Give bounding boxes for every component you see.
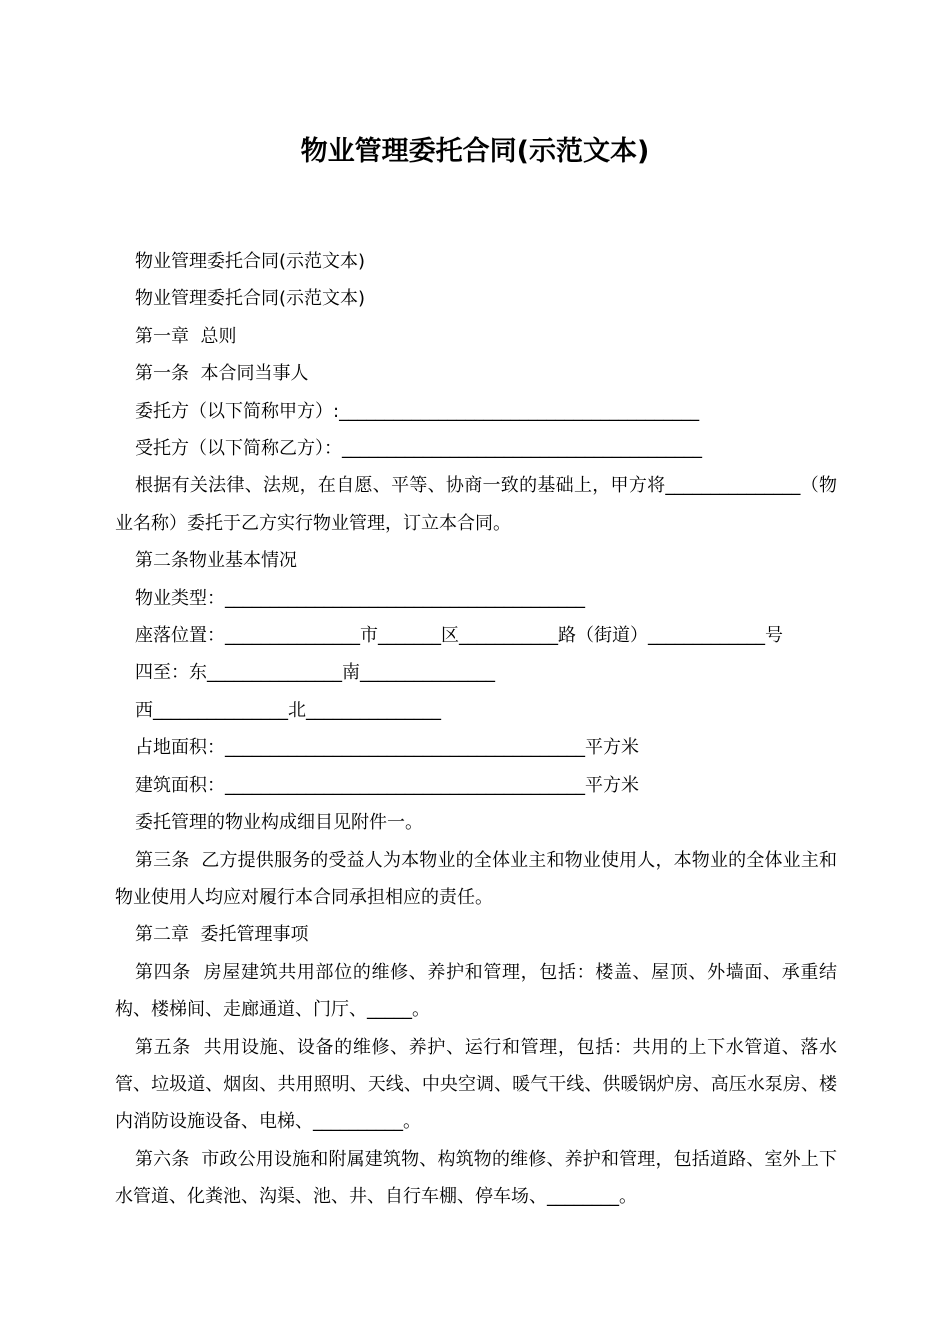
property-type-line: 物业类型：________________________________________ bbox=[135, 587, 585, 609]
paragraph-subtitle-2: 物业管理委托合同(示范文本) bbox=[135, 288, 366, 310]
building-area-line: 建筑面积：________________________________________平方米 bbox=[135, 774, 639, 796]
location-line: 座落位置：_______________市_______区___________路（街道）_____________号 bbox=[135, 625, 783, 647]
boundary-east-south-line: 四至：东_______________南_______________ bbox=[135, 662, 495, 684]
appendix-note: 委托管理的物业构成细目见附件一。 bbox=[135, 812, 423, 834]
party-a-line: 委托方（以下简称甲方）:________________________________________ bbox=[135, 400, 700, 422]
entrustment-paragraph: 根据有关法律、法规，在自愿、平等、协商一致的基础上，甲方将_______________（物业名称）委托于乙方实行物业管理，订立本合同。 bbox=[115, 475, 837, 534]
document-body bbox=[115, 243, 837, 1216]
chapter-1-heading: 第一章 总则 bbox=[135, 325, 237, 347]
article-5-paragraph: 第五条 共用设施、设备的维修、养护、运行和管理，包括：共用的上下水管道、落水管、垃圾道、烟囱、共用照明、天线、中央空调、暖气干线、供暖锅炉房、高压水泵房、楼内消防设施设备、电梯、__________。 bbox=[115, 1036, 837, 1133]
article-4-paragraph: 第四条 房屋建筑共用部位的维修、养护和管理，包括：楼盖、屋顶、外墙面、承重结构、楼梯间、走廊通道、门厅、_____。 bbox=[115, 961, 837, 1021]
article-2-heading: 第二条物业基本情况 bbox=[135, 550, 297, 572]
chapter-2-heading: 第二章 委托管理事项 bbox=[135, 924, 309, 946]
boundary-west-north-line: 西_______________北_______________ bbox=[135, 699, 441, 721]
document-title: 物业管理委托合同(示范文本) bbox=[300, 136, 650, 167]
article-3-paragraph: 第三条 乙方提供服务的受益人为本物业的全体业主和物业使用人，本物业的全体业主和物业使用人均应对履行本合同承担相应的责任。 bbox=[115, 849, 837, 908]
paragraph-subtitle-1: 物业管理委托合同(示范文本) bbox=[135, 251, 366, 272]
land-area-line: 占地面积：________________________________________平方米 bbox=[135, 737, 639, 759]
article-6-paragraph: 第六条 市政公用设施和附属建筑物、构筑物的维修、养护和管理，包括道路、室外上下水管道、化粪池、沟渠、池、井、自行车棚、停车场、________。 bbox=[115, 1148, 837, 1208]
article-1-heading: 第一条 本合同当事人 bbox=[135, 363, 309, 385]
party-b-line: 受托方（以下简称乙方）：________________________________________ bbox=[135, 438, 702, 460]
